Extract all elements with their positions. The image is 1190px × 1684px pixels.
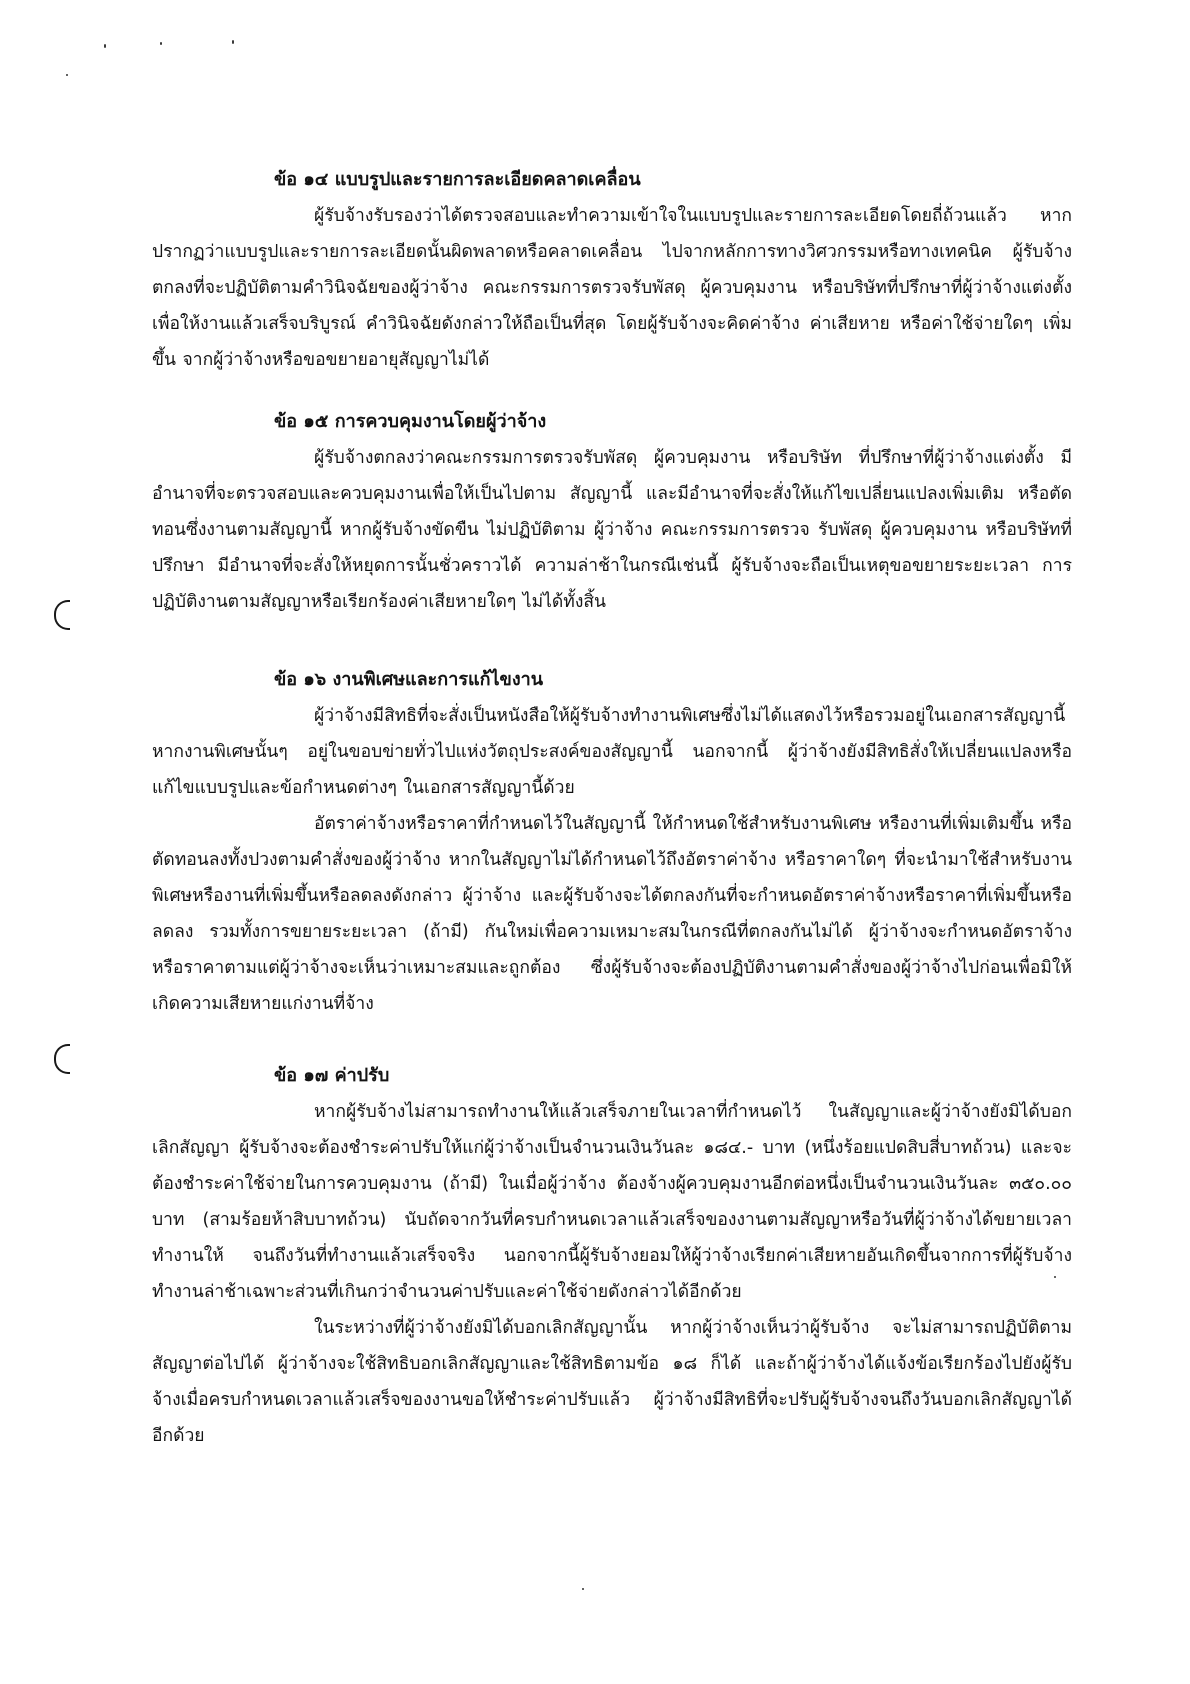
punch-hole-mark bbox=[54, 600, 70, 630]
clause-heading: ข้อ ๑๔ แบบรูปและรายการละเอียดคลาดเคลื่อน bbox=[274, 169, 641, 190]
punch-hole-mark bbox=[54, 1044, 70, 1074]
clause-paragraph: ผู้รับจ้างรับรองว่าได้ตรวจสอบและทำความเข้าใจในแบบรูปและรายการละเอียดโดยถี่ถ้วนแล้ว หากปรากฏว่าแบบรูปและรายการละเอียดนั้นผิดพลาดหรือคลาดเคลื่อน ไปจากหลักการทางวิศวกรรมหรือทางเทคนิค ผู้รับจ้างตกลงที่จะปฏิบัติตามคำวินิจฉัยของผู้ว่าจ้าง คณะกรรมการตรวจรับพัสดุ ผู้ควบคุมงาน หรือบริษัทที่ปรึกษาที่ผู้ว่าจ้างแต่งตั้ง เพื่อให้งานแล้วเสร็จบริบูรณ์ คำวินิจฉัยดังกล่าวให้ถือเป็นที่สุด โดยผู้รับจ้างจะคิดค่าจ้าง ค่าเสียหาย หรือค่าใช้จ่ายใดๆ เพิ่มขึ้น จากผู้ว่าจ้างหรือขอขยายอายุสัญญาไม่ได้ bbox=[152, 206, 1072, 370]
clause-paragraph: หากผู้รับจ้างไม่สามารถทำงานให้แล้วเสร็จภายในเวลาที่กำหนดไว้ ในสัญญาและผู้ว่าจ้างยังมิได้บอกเลิกสัญญา ผู้รับจ้างจะต้องชำระค่าปรับให้แก่ผู้ว่าจ้างเป็นจำนวนเงินวันละ ๑๘๔.- บาท (หนึ่งร้อยแปดสิบสี่บาทถ้วน) และจะต้องชำระค่าใช้จ่ายในการควบคุมงาน (ถ้ามี) ในเมื่อผู้ว่าจ้าง ต้องจ้างผู้ควบคุมงานอีกต่อหนึ่งเป็นจำนวนเงินวันละ ๓๕๐.๐๐ บาท (สามร้อยห้าสิบบาทถ้วน) นับถัดจากวันที่ครบกำหนดเวลาแล้วเสร็จของงานตามสัญญาหรือวันที่ผู้ว่าจ้างได้ขยายเวลาทำงานให้ จนถึงวันที่ทำงานแล้วเสร็จจริง นอกจากนี้ผู้รับจ้างยอมให้ผู้ว่าจ้างเรียกค่าเสียหายอันเกิดขึ้นจากการที่ผู้รับจ้างทำงานล่าช้าเฉพาะส่วนที่เกินกว่าจำนวนค่าปรับและค่าใช้จ่ายดังกล่าวได้อีกด้วย bbox=[152, 1102, 1072, 1302]
clause-paragraph: ในระหว่างที่ผู้ว่าจ้างยังมิได้บอกเลิกสัญญานั้น หากผู้ว่าจ้างเห็นว่าผู้รับจ้าง จะไม่สามารถปฏิบัติตามสัญญาต่อไปได้ ผู้ว่าจ้างจะใช้สิทธิบอกเลิกสัญญาและใช้สิทธิตามข้อ ๑๘ ก็ได้ และถ้าผู้ว่าจ้างได้แจ้งข้อเรียกร้องไปยังผู้รับจ้างเมื่อครบกำหนดเวลาแล้วเสร็จของงานขอให้ชำระค่าปรับแล้ว ผู้ว่าจ้างมีสิทธิที่จะปรับผู้รับจ้างจนถึงวันบอกเลิกสัญญาได้อีกด้วย bbox=[152, 1318, 1072, 1446]
clause-15 bbox=[152, 404, 1072, 620]
clause-heading: ข้อ ๑๖ งานพิเศษและการแก้ไขงาน bbox=[274, 669, 544, 690]
clause-heading: ข้อ ๑๗ ค่าปรับ bbox=[274, 1065, 390, 1086]
clause-16 bbox=[152, 662, 1072, 1022]
document-body bbox=[152, 162, 1072, 1454]
clause-paragraph: ผู้รับจ้างตกลงว่าคณะกรรมการตรวจรับพัสดุ ผู้ควบคุมงาน หรือบริษัท ที่ปรึกษาที่ผู้ว่าจ้างแต่งตั้ง มีอำนาจที่จะตรวจสอบและควบคุมงานเพื่อให้เป็นไปตาม สัญญานี้ และมีอำนาจที่จะสั่งให้แก้ไขเปลี่ยนแปลงเพิ่มเติม หรือตัดทอนซึ่งงานตามสัญญานี้ หากผู้รับจ้างขัดขืน ไม่ปฏิบัติตาม ผู้ว่าจ้าง คณะกรรมการตรวจ รับพัสดุ ผู้ควบคุมงาน หรือบริษัทที่ปรึกษา มีอำนาจที่จะสั่งให้หยุดการนั้นชั่วคราวได้ ความล่าช้าในกรณีเช่นนี้ ผู้รับจ้างจะถือเป็นเหตุขอขยายระยะเวลา การปฏิบัติงานตามสัญญาหรือเรียกร้องค่าเสียหายใดๆ ไม่ได้ทั้งสิ้น bbox=[152, 448, 1072, 612]
clause-paragraph: อัตราค่าจ้างหรือราคาที่กำหนดไว้ในสัญญานี้ ให้กำหนดใช้สำหรับงานพิเศษ หรืองานที่เพิ่มเติมขึ้น หรือตัดทอนลงทั้งปวงตามคำสั่งของผู้ว่าจ้าง หากในสัญญาไม่ได้กำหนดไว้ถึงอัตราค่าจ้าง หรือราคาใดๆ ที่จะนำมาใช้สำหรับงานพิเศษหรืองานที่เพิ่มขึ้นหรือลดลงดังกล่าว ผู้ว่าจ้าง และผู้รับจ้างจะได้ตกลงกันที่จะกำหนดอัตราค่าจ้างหรือราคาที่เพิ่มขึ้นหรือลดลง รวมทั้งการขยายระยะเวลา (ถ้ามี) กันใหม่เพื่อความเหมาะสมในกรณีที่ตกลงกันไม่ได้ ผู้ว่าจ้างจะกำหนดอัตราจ้าง หรือราคาตามแต่ผู้ว่าจ้างจะเห็นว่าเหมาะสมและถูกต้อง ซึ่งผู้รับจ้างจะต้องปฏิบัติงานตามคำสั่งของผู้ว่าจ้างไปก่อนเพื่อมิให้เกิดความเสียหายแก่งานที่จ้าง bbox=[152, 814, 1072, 1014]
clause-14 bbox=[152, 162, 1072, 378]
clause-heading: ข้อ ๑๕ การควบคุมงานโดยผู้ว่าจ้าง bbox=[274, 411, 547, 432]
clause-paragraph: ผู้ว่าจ้างมีสิทธิที่จะสั่งเป็นหนังสือให้ผู้รับจ้างทำงานพิเศษซึ่งไม่ได้แสดงไว้หรือรวมอยู่ในเอกสารสัญญานี้ หากงานพิเศษนั้นๆ อยู่ในขอบข่ายทั่วไปแห่งวัตถุประสงค์ของสัญญานี้ นอกจากนี้ ผู้ว่าจ้างยังมีสิทธิสั่งให้เปลี่ยนแปลงหรือแก้ไขแบบรูปและข้อกำหนดต่างๆ ในเอกสารสัญญานี้ด้วย bbox=[152, 706, 1072, 798]
clause-17 bbox=[152, 1058, 1072, 1454]
